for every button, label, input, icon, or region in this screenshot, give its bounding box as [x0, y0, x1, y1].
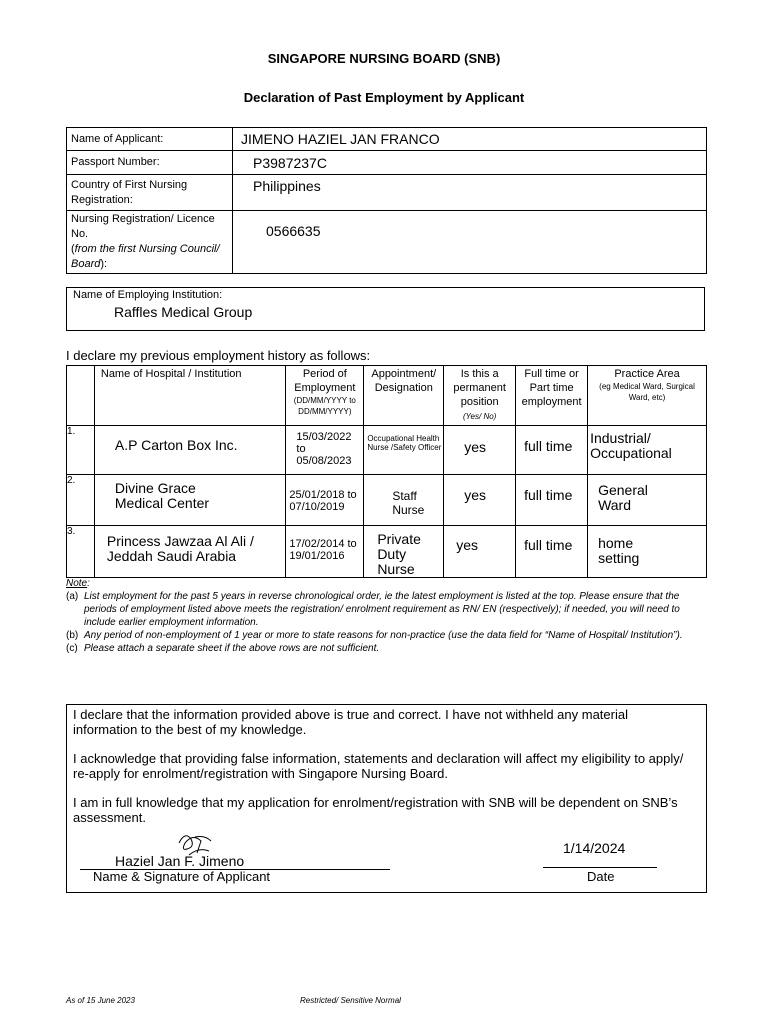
header-practice-label: Practice Area [614, 368, 680, 380]
employer-box [66, 287, 705, 331]
header-fulltime: Full time or Part time employment [516, 366, 588, 426]
note-text: List employment for the past 5 years in reverse chronological order, ie the latest employment is listed at the top. Please ensure that the periods of employment listed above meets the registration/ enrolment requirement as RN/ EN (respectively); if needed, you will need to include earlier employment information. [84, 591, 680, 628]
date-line [543, 867, 657, 868]
note-item [66, 629, 706, 642]
row-period[interactable]: 17/02/2014 to 19/01/2016 [286, 526, 364, 578]
header-permanent [444, 366, 516, 426]
row-appointment[interactable]: Occupational Health Nurse /Safety Officer [364, 426, 444, 475]
row-permanent[interactable]: yes [444, 526, 516, 578]
signature-caption: Name & Signature of Applicant [93, 869, 271, 884]
row-practice[interactable]: Industrial/ Occupational [588, 426, 707, 475]
registration-label-text: Nursing Registration/ Licence No. [71, 213, 215, 240]
row-fulltime[interactable]: full time [516, 475, 588, 526]
row-fulltime[interactable]: full time [516, 426, 588, 475]
row-practice[interactable]: home setting [588, 526, 707, 578]
declaration-paragraph-1: I declare that the information provided above is true and correct. I have not withheld any material information to the best of my knowledge. [73, 707, 628, 737]
note-tag: (b) [66, 630, 79, 641]
registration-note-close: ): [100, 258, 108, 270]
registration-note: from the first Nursing Council/ Board [71, 243, 220, 270]
header-appointment: Appointment/ Designation [364, 366, 444, 426]
header-period [286, 366, 364, 426]
date-value[interactable]: 1/14/2024 [563, 840, 626, 856]
row-appointment[interactable]: Private Duty Nurse [364, 526, 444, 578]
form-subtitle: Declaration of Past Employment by Applicant [243, 90, 525, 105]
registration-label [67, 211, 233, 274]
country-value[interactable]: Philippines [233, 175, 707, 211]
note-text: Any period of non-employment of 1 year or more to state reasons for non-practice (use the data field for “Name of Hospital/ Institution”). [84, 630, 683, 641]
footer-classification: Restricted/ Sensitive Normal [300, 996, 401, 1005]
notes-title-suffix: : [87, 578, 90, 589]
row-number: 3. [67, 526, 95, 578]
passport-label: Passport Number: [67, 151, 233, 175]
header-permanent-label: Is this a permanent position [453, 368, 506, 408]
declaration-paragraph-2: I acknowledge that providing false information, statements and declaration will affect my eligibility to apply/ re-apply for enrolment/registration with Singapore Nursing Board. [73, 751, 684, 781]
row-hospital[interactable]: Princess Jawzaa Al Ali / Jeddah Saudi Arabia [94, 526, 286, 578]
passport-value[interactable]: P3987237C [233, 151, 707, 175]
country-label: Country of First Nursing Registration: [67, 175, 233, 211]
header-practice [588, 366, 707, 426]
table-row [67, 475, 707, 526]
note-tag: (c) [66, 643, 78, 654]
employment-history-table [66, 365, 707, 578]
history-intro: I declare my previous employment history as follows: [66, 348, 371, 363]
note-item [66, 590, 706, 629]
applicant-info-table [66, 127, 707, 274]
row-number: 1. [67, 426, 95, 475]
header-hospital: Name of Hospital / Institution [94, 366, 286, 426]
header-num [67, 366, 95, 426]
applicant-name-value[interactable]: JIMENO HAZIEL JAN FRANCO [233, 128, 707, 151]
declaration-box [66, 704, 707, 893]
row-hospital[interactable]: A.P Carton Box Inc. [94, 426, 286, 475]
row-period[interactable]: 15/03/2022 to 05/08/2023 [286, 426, 364, 475]
header-period-label: Period of Employment [294, 368, 356, 394]
row-hospital[interactable]: Divine Grace Medical Center [94, 475, 286, 526]
row-fulltime[interactable]: full time [516, 526, 588, 578]
note-item [66, 642, 706, 655]
registration-note-open: ( [71, 243, 75, 255]
row-practice[interactable]: General Ward [588, 475, 707, 526]
row-number: 2. [67, 475, 95, 526]
header-practice-format: (eg Medical Ward, Surgical Ward, etc) [599, 382, 695, 402]
notes-title: Note [66, 578, 88, 589]
name-label: Name of Applicant: [67, 128, 233, 151]
footer-version: As of 15 June 2023 [66, 996, 135, 1005]
registration-value[interactable]: 0566635 [233, 211, 707, 274]
table-row [67, 526, 707, 578]
date-caption: Date [587, 869, 615, 884]
employer-label: Name of Employing Institution: [73, 289, 223, 301]
form-title: SINGAPORE NURSING BOARD (SNB) [267, 51, 501, 66]
row-permanent[interactable]: yes [444, 475, 516, 526]
declaration-paragraph-3: I am in full knowledge that my application for enrolment/registration with SNB will be dependent on SNB’s assessment. [73, 795, 678, 825]
note-tag: (a) [66, 591, 79, 602]
row-appointment[interactable]: Staff Nurse [364, 475, 444, 526]
row-period[interactable]: 25/01/2018 to 07/10/2019 [286, 475, 364, 526]
employer-value[interactable]: Raffles Medical Group [114, 304, 253, 320]
header-period-format: (DD/MM/YYYY to DD/MM/YYYY) [293, 396, 356, 416]
header-permanent-format: (Yes/ No) [463, 412, 497, 421]
note-text: Please attach a separate sheet if the above rows are not sufficient. [84, 643, 380, 654]
row-permanent[interactable]: yes [444, 426, 516, 475]
signer-name[interactable]: Haziel Jan F. Jimeno [115, 853, 245, 869]
notes-section [66, 577, 706, 655]
table-row [67, 426, 707, 475]
